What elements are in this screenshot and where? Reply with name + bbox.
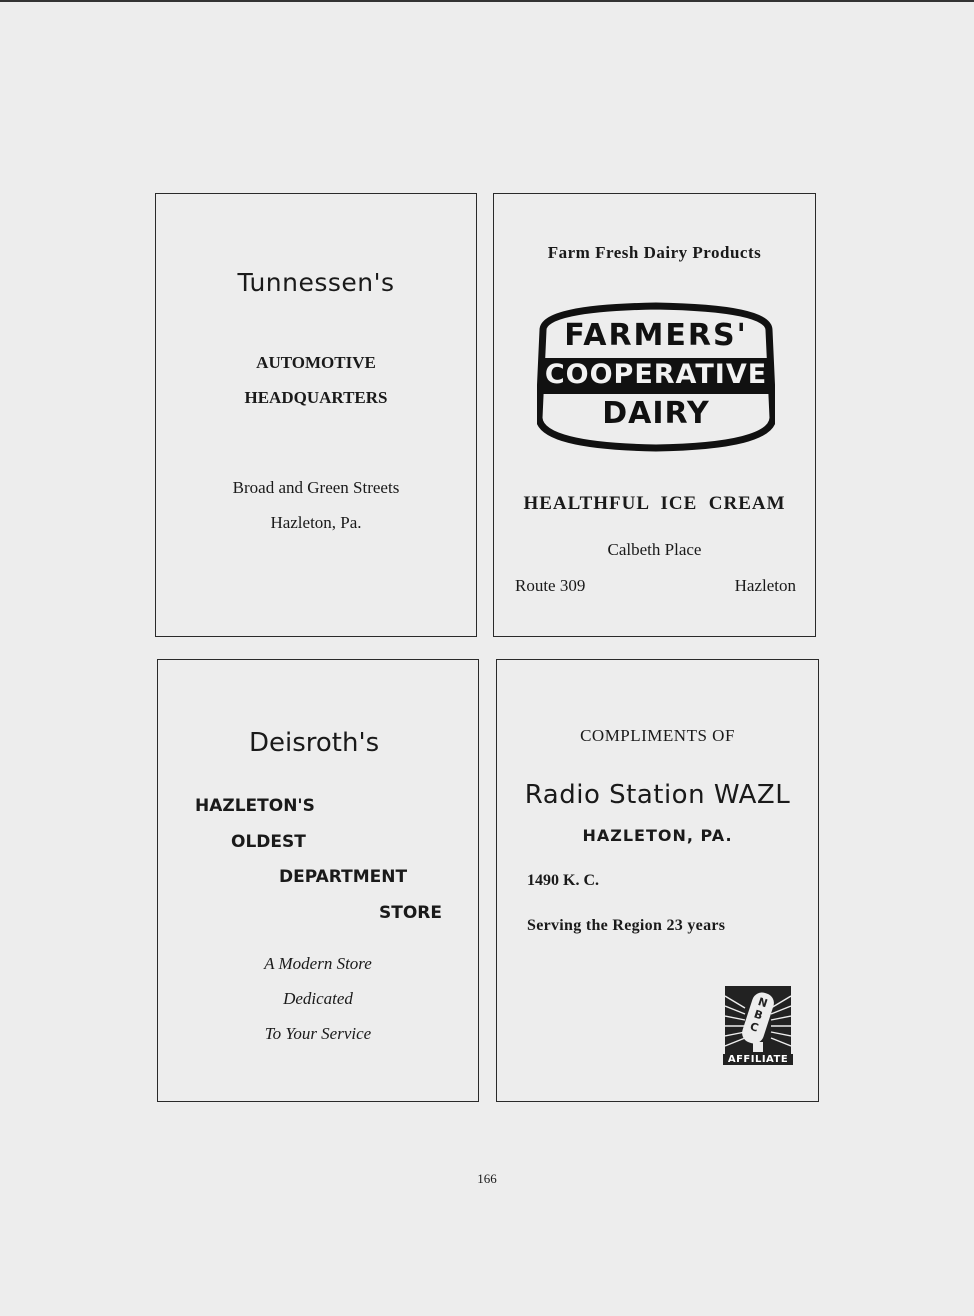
ad-address: Broad and Green Streets xyxy=(232,478,400,497)
ad-title: Radio Station WAZL xyxy=(524,780,791,810)
ad-farmers-dairy xyxy=(493,193,816,637)
ad-city: Hazleton xyxy=(734,576,796,595)
ad-city: HAZLETON, PA. xyxy=(582,826,733,845)
ad-line: OLDEST xyxy=(231,832,306,852)
ad-line: STORE xyxy=(379,903,442,923)
ad-address: Hazleton, Pa. xyxy=(270,513,362,532)
nbc-affiliate-badge xyxy=(725,986,791,1066)
logo-text: FARMERS' xyxy=(564,318,748,353)
ad-line: HEADQUARTERS xyxy=(244,388,388,407)
page-number: 166 xyxy=(477,1171,497,1186)
badge-letters: NBC xyxy=(748,995,770,1035)
farmers-dairy-logo xyxy=(537,300,775,452)
ad-line: AUTOMOTIVE xyxy=(256,353,376,372)
top-rule xyxy=(0,0,974,2)
ad-radio-wazl xyxy=(496,659,819,1102)
badge-label: AFFILIATE xyxy=(723,1054,793,1065)
ad-serving: Serving the Region 23 years xyxy=(527,917,726,934)
ad-slogan: To Your Service xyxy=(264,1024,372,1043)
logo-text: COOPERATIVE xyxy=(544,359,768,390)
ad-frequency: 1490 K. C. xyxy=(527,872,599,889)
ad-tagline: Farm Fresh Dairy Products xyxy=(547,243,762,262)
ad-compliments: COMPLIMENTS OF xyxy=(580,726,735,745)
ad-title: Tunnessen's xyxy=(237,268,395,297)
ad-address: Calbeth Place xyxy=(607,540,702,559)
ad-product: HEALTHFUL ICE CREAM xyxy=(523,493,786,514)
ad-route: Route 309 xyxy=(515,576,586,595)
ad-tunnessens xyxy=(155,193,477,637)
ad-slogan: Dedicated xyxy=(283,989,353,1008)
ad-title: Deisroth's xyxy=(249,728,380,758)
ad-deisroths xyxy=(157,659,479,1102)
ad-line: DEPARTMENT xyxy=(279,867,408,887)
ad-line: HAZLETON'S xyxy=(195,796,315,816)
ad-slogan: A Modern Store xyxy=(264,954,372,973)
logo-text: DAIRY xyxy=(602,396,710,431)
